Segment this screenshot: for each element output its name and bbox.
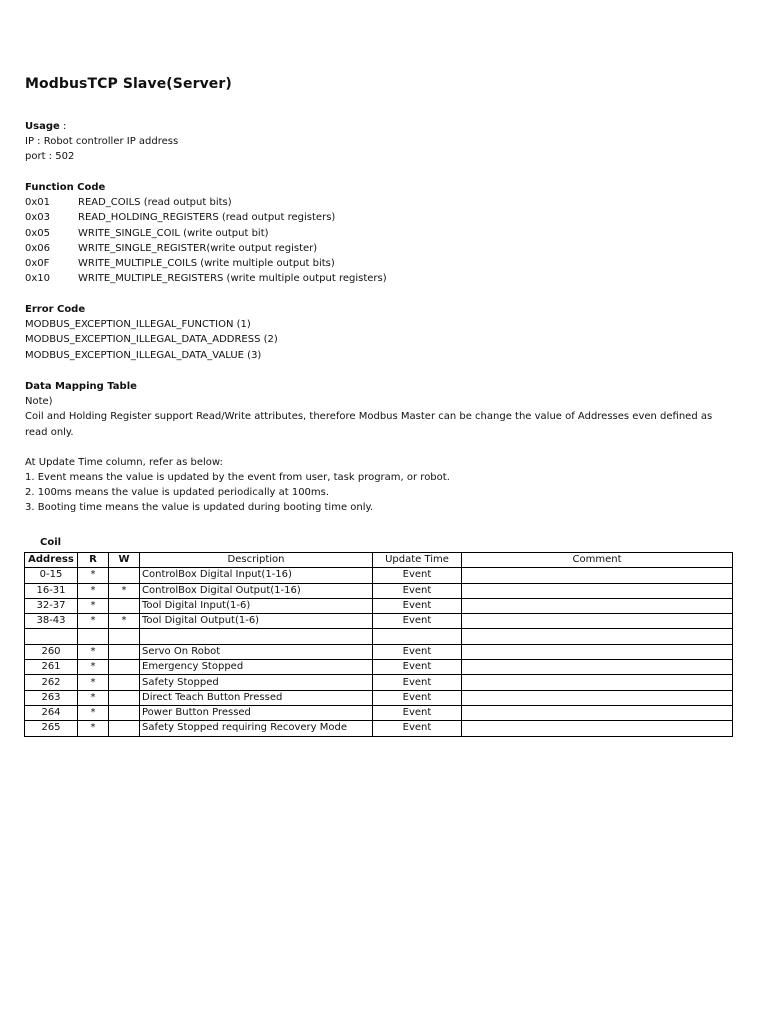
table-row	[25, 690, 733, 705]
cell-address	[25, 629, 78, 644]
header-comment: Comment	[462, 553, 733, 568]
function-code-section	[25, 180, 387, 286]
note-label: Note)	[25, 396, 53, 408]
cell-w	[109, 660, 140, 675]
function-code-desc: WRITE_MULTIPLE_REGISTERS (write multiple output registers)	[78, 273, 387, 285]
header-w: W	[109, 553, 140, 568]
cell-description: Tool Digital Input(1-6)	[140, 598, 373, 613]
cell-address: 16-31	[25, 583, 78, 598]
cell-address: 262	[25, 675, 78, 690]
cell-description: Safety Stopped requiring Recovery Mode	[140, 721, 373, 736]
cell-address: 265	[25, 721, 78, 736]
spacer	[25, 440, 730, 455]
function-code-row	[25, 241, 387, 256]
table-header-row	[25, 553, 733, 568]
function-code-value: 0x0F	[25, 258, 50, 270]
usage-heading: Usage	[25, 121, 60, 132]
error-code-heading: Error Code	[25, 304, 86, 315]
cell-comment	[462, 705, 733, 720]
cell-description: Power Button Pressed	[140, 705, 373, 720]
cell-description: Emergency Stopped	[140, 660, 373, 675]
header-description: Description	[140, 553, 373, 568]
usage-line-ip: IP : Robot controller IP address	[25, 136, 179, 148]
coil-table	[24, 552, 733, 737]
table-row	[25, 675, 733, 690]
cell-r: *	[78, 690, 109, 705]
cell-w	[109, 598, 140, 613]
error-code-line: MODBUS_EXCEPTION_ILLEGAL_DATA_VALUE (3)	[25, 349, 262, 361]
cell-description: Direct Teach Button Pressed	[140, 690, 373, 705]
error-code-line: MODBUS_EXCEPTION_ILLEGAL_DATA_ADDRESS (2)	[25, 334, 278, 346]
cell-w	[109, 721, 140, 736]
function-code-row	[25, 195, 387, 210]
function-code-row	[25, 271, 387, 286]
cell-w: *	[109, 614, 140, 629]
cell-address: 260	[25, 644, 78, 659]
cell-w	[109, 675, 140, 690]
cell-comment	[462, 690, 733, 705]
update-item: 3. Booting time means the value is updated during booting time only.	[25, 502, 374, 514]
cell-comment	[462, 721, 733, 736]
note-text: Coil and Holding Register support Read/Write attributes, therefore Modbus Master can be change the value of Addresses even defined as read only.	[25, 411, 713, 438]
cell-description: Servo On Robot	[140, 644, 373, 659]
header-address: Address	[25, 553, 78, 568]
cell-description: Safety Stopped	[140, 675, 373, 690]
table-row	[25, 629, 733, 644]
error-code-section	[25, 302, 278, 363]
cell-w	[109, 629, 140, 644]
update-item: 2. 100ms means the value is updated periodically at 100ms.	[25, 487, 330, 499]
cell-comment	[462, 598, 733, 613]
usage-heading-colon: :	[59, 121, 67, 132]
cell-address: 38-43	[25, 614, 78, 629]
header-update-time: Update Time	[373, 553, 462, 568]
cell-w	[109, 644, 140, 659]
cell-update-time: Event	[373, 568, 462, 583]
table-row	[25, 614, 733, 629]
cell-w	[109, 568, 140, 583]
update-item: 1. Event means the value is updated by the event from user, task program, or robot.	[25, 472, 450, 484]
cell-comment	[462, 583, 733, 598]
function-code-value: 0x10	[25, 273, 51, 285]
cell-comment	[462, 568, 733, 583]
cell-address: 261	[25, 660, 78, 675]
cell-comment	[462, 644, 733, 659]
cell-comment	[462, 614, 733, 629]
cell-update-time: Event	[373, 721, 462, 736]
cell-update-time: Event	[373, 598, 462, 613]
cell-r: *	[78, 644, 109, 659]
cell-r: *	[78, 598, 109, 613]
cell-address: 0-15	[25, 568, 78, 583]
cell-w: *	[109, 583, 140, 598]
page-title: ModbusTCP Slave(Server)	[25, 76, 232, 92]
cell-address: 263	[25, 690, 78, 705]
cell-comment	[462, 629, 733, 644]
error-code-line: MODBUS_EXCEPTION_ILLEGAL_FUNCTION (1)	[25, 319, 251, 331]
cell-description	[140, 629, 373, 644]
cell-update-time: Event	[373, 675, 462, 690]
function-code-desc: WRITE_MULTIPLE_COILS (write multiple output bits)	[78, 258, 335, 270]
cell-r: *	[78, 721, 109, 736]
table-row	[25, 721, 733, 736]
header-r: R	[78, 553, 109, 568]
function-code-value: 0x05	[25, 227, 51, 239]
usage-line-port: port : 502	[25, 151, 75, 163]
cell-update-time: Event	[373, 644, 462, 659]
cell-address: 264	[25, 705, 78, 720]
cell-r: *	[78, 675, 109, 690]
function-code-value: 0x01	[25, 197, 51, 209]
cell-w	[109, 690, 140, 705]
mapping-section	[25, 379, 730, 516]
mapping-heading: Data Mapping Table	[25, 381, 137, 392]
cell-update-time: Event	[373, 660, 462, 675]
cell-r: *	[78, 568, 109, 583]
cell-description: Tool Digital Output(1-6)	[140, 614, 373, 629]
function-code-desc: WRITE_SINGLE_COIL (write output bit)	[78, 227, 269, 239]
table-row	[25, 644, 733, 659]
cell-update-time: Event	[373, 614, 462, 629]
cell-update-time: Event	[373, 705, 462, 720]
cell-comment	[462, 675, 733, 690]
function-code-row	[25, 210, 387, 225]
usage-section	[25, 119, 178, 165]
cell-description: ControlBox Digital Input(1-16)	[140, 568, 373, 583]
cell-comment	[462, 660, 733, 675]
function-code-heading: Function Code	[25, 182, 106, 193]
coil-table-label: Coil	[40, 537, 62, 548]
function-code-desc: WRITE_SINGLE_REGISTER(write output register)	[78, 242, 318, 254]
cell-update-time: Event	[373, 583, 462, 598]
cell-description: ControlBox Digital Output(1-16)	[140, 583, 373, 598]
cell-r	[78, 629, 109, 644]
update-intro: At Update Time column, refer as below:	[25, 456, 223, 468]
table-row	[25, 583, 733, 598]
cell-r: *	[78, 660, 109, 675]
cell-r: *	[78, 614, 109, 629]
function-code-value: 0x06	[25, 242, 51, 254]
cell-update-time	[373, 629, 462, 644]
function-code-desc: READ_COILS (read output bits)	[78, 197, 232, 209]
function-code-row	[25, 226, 387, 241]
table-row	[25, 705, 733, 720]
table-row	[25, 660, 733, 675]
function-code-desc: READ_HOLDING_REGISTERS (read output registers)	[78, 212, 336, 224]
cell-update-time: Event	[373, 690, 462, 705]
cell-address: 32-37	[25, 598, 78, 613]
cell-r: *	[78, 705, 109, 720]
function-code-row	[25, 256, 387, 271]
table-row	[25, 568, 733, 583]
function-code-value: 0x03	[25, 212, 51, 224]
cell-w	[109, 705, 140, 720]
table-row	[25, 598, 733, 613]
cell-r: *	[78, 583, 109, 598]
